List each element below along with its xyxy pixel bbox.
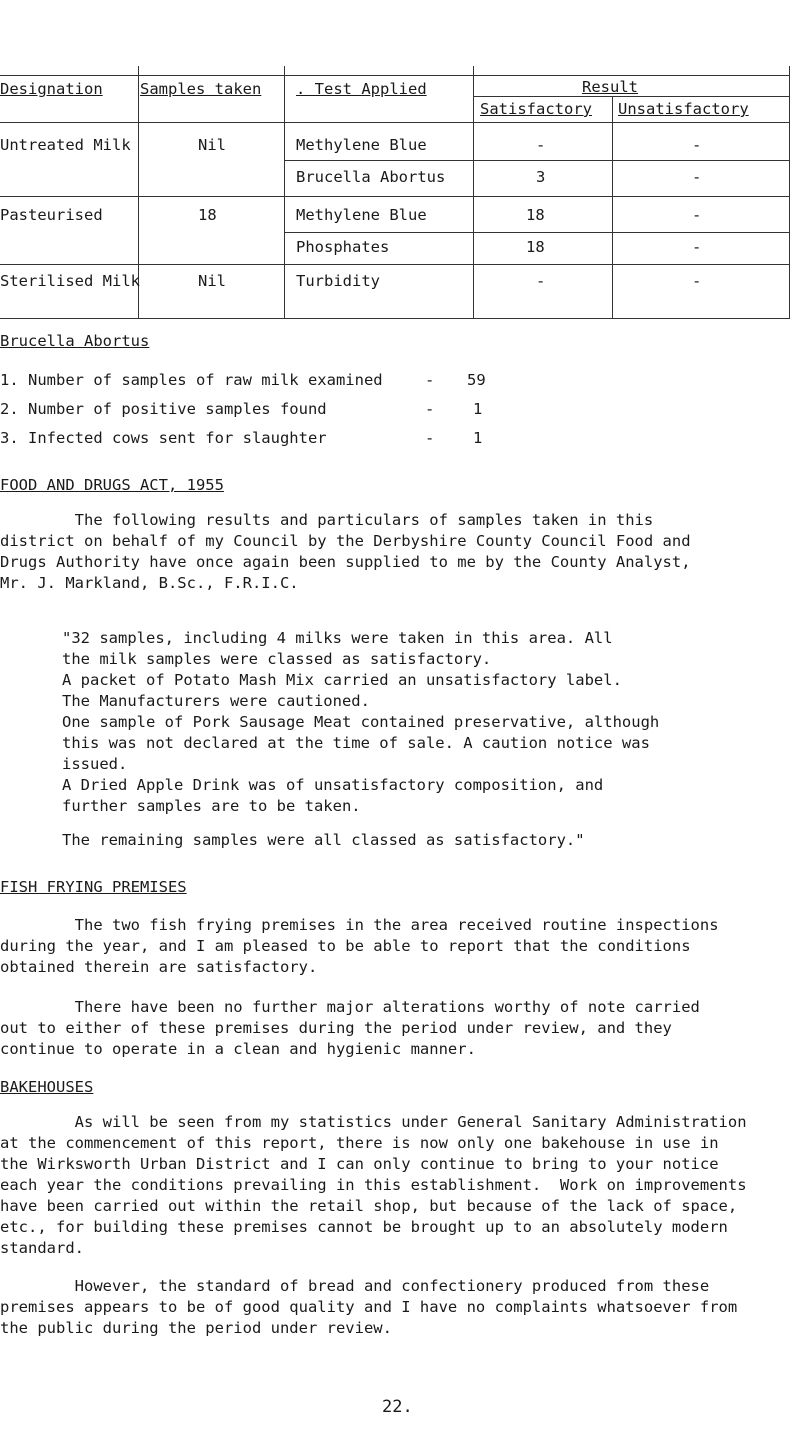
cell-samples: Nil <box>198 272 226 290</box>
table-header-bottom <box>0 122 790 123</box>
list-item <box>0 429 327 447</box>
header-result: Result <box>582 78 638 96</box>
list-item-label: 3. Infected cows sent for slaughter <box>0 429 327 447</box>
text-line: However, the standard of bread and confectionery produced from these <box>0 1277 710 1295</box>
cell-test: Methylene Blue <box>296 206 427 224</box>
table-rule <box>0 264 790 265</box>
list-item-label: 1. Number of samples of raw milk examined <box>0 371 383 389</box>
text-line: The following results and particulars of samples taken in this <box>0 511 654 529</box>
text-line: out to either of these premises during the period under review, and they <box>0 1019 672 1037</box>
text-line: at the commencement of this report, there is now only one bakehouse in use in <box>0 1134 719 1152</box>
table-top-border <box>0 75 790 76</box>
text-line: The Manufacturers were cautioned. <box>62 692 370 710</box>
cell-designation: Pasteurised <box>0 206 103 224</box>
list-item <box>0 400 327 418</box>
bakehouse-paragraph-2 <box>0 1276 790 1339</box>
header-unsatisfactory: Unsatisfactory <box>618 100 749 118</box>
cell-designation: Untreated Milk <box>0 136 131 154</box>
text-line: One sample of Pork Sausage Meat contained preservative, although <box>62 713 660 731</box>
cell-unsatisfactory: - <box>692 238 702 256</box>
text-line: There have been no further major alterations worthy of note carried <box>0 998 700 1016</box>
list-item-value: 1 <box>473 429 483 447</box>
table-bottom-border <box>0 318 790 319</box>
table-col-divider <box>284 66 285 318</box>
text-line: Drugs Authority have once again been supplied to me by the County Analyst, <box>0 553 691 571</box>
fish-paragraph-2 <box>0 997 790 1060</box>
section-heading-brucella: Brucella Abortus <box>0 332 150 350</box>
header-test-applied: . Test Applied <box>296 80 427 98</box>
text-line: have been carried out within the retail shop, but because of the lack of space, <box>0 1197 738 1215</box>
cell-satisfactory: 18 <box>526 206 545 224</box>
table-right-border <box>789 66 790 318</box>
cell-test: Phosphates <box>296 238 390 256</box>
section-heading-bakehouses: BAKEHOUSES <box>0 1078 94 1096</box>
list-item-dash: - <box>425 429 435 447</box>
section-heading-food-drugs: FOOD AND DRUGS ACT, 1955 <box>0 476 224 494</box>
text-line: As will be seen from my statistics under General Sanitary Administration <box>0 1113 747 1131</box>
text-line: "32 samples, including 4 milks were taken in this area. All <box>62 629 613 647</box>
cell-unsatisfactory: - <box>692 206 702 224</box>
cell-samples: 18 <box>198 206 217 224</box>
cell-satisfactory: 18 <box>526 238 545 256</box>
text-line: further samples are to be taken. <box>62 797 361 815</box>
cell-unsatisfactory: - <box>692 136 702 154</box>
list-item-dash: - <box>425 400 435 418</box>
header-satisfactory: Satisfactory <box>480 100 592 118</box>
cell-test: Turbidity <box>296 272 380 290</box>
result-subheader-rule <box>473 96 790 97</box>
cell-test: Methylene Blue <box>296 136 427 154</box>
text-line: each year the conditions prevailing in this establishment. Work on improvements <box>0 1176 747 1194</box>
table-rule <box>284 232 790 233</box>
list-item <box>0 371 383 389</box>
food-closing-line: The remaining samples were all classed as satisfactory." <box>62 831 585 849</box>
text-line: the public during the period under review. <box>0 1319 392 1337</box>
text-line: district on behalf of my Council by the Derbyshire County Council Food and <box>0 532 691 550</box>
text-line: A Dried Apple Drink was of unsatisfactory composition, and <box>62 776 604 794</box>
list-item-value: 59 <box>467 371 486 389</box>
text-line: premises appears to be of good quality and I have no complaints whatsoever from <box>0 1298 738 1316</box>
section-heading-fish-frying: FISH FRYING PREMISES <box>0 878 187 896</box>
table-rule <box>284 160 790 161</box>
text-line: this was not declared at the time of sale. A caution notice was <box>62 734 650 752</box>
cell-satisfactory: 3 <box>536 168 546 186</box>
fish-paragraph-1 <box>0 915 790 978</box>
text-line: etc., for building these premises cannot be brought up to an absolutely modern <box>0 1218 728 1236</box>
text-line: during the year, and I am pleased to be able to report that the conditions <box>0 937 691 955</box>
text-line: the Wirksworth Urban District and I can only continue to bring to your notice <box>0 1155 719 1173</box>
cell-designation: Sterilised Milk <box>0 272 140 290</box>
text-line: obtained therein are satisfactory. <box>0 958 318 976</box>
cell-satisfactory: - <box>536 136 546 154</box>
list-item-dash: - <box>425 371 435 389</box>
page-number: 22. <box>382 1397 413 1417</box>
text-line: continue to operate in a clean and hygienic manner. <box>0 1040 476 1058</box>
table-col-divider <box>612 96 613 318</box>
text-line: the milk samples were classed as satisfactory. <box>62 650 492 668</box>
text-line: issued. <box>62 755 128 773</box>
list-item-value: 1 <box>473 400 483 418</box>
cell-unsatisfactory: - <box>692 168 702 186</box>
cell-samples: Nil <box>198 136 226 154</box>
table-col-divider <box>473 66 474 318</box>
cell-satisfactory: - <box>536 272 546 290</box>
text-line: standard. <box>0 1239 84 1257</box>
food-intro-paragraph <box>0 510 790 594</box>
header-samples-taken: Samples taken <box>140 80 262 98</box>
text-line: The two fish frying premises in the area received routine inspections <box>0 916 719 934</box>
table-rule <box>0 196 790 197</box>
text-line: A packet of Potato Mash Mix carried an unsatisfactory label. <box>62 671 622 689</box>
header-designation: Designation <box>0 80 103 98</box>
bakehouse-paragraph-1 <box>0 1112 790 1259</box>
analyst-quote <box>62 628 762 817</box>
list-item-label: 2. Number of positive samples found <box>0 400 327 418</box>
text-line: Mr. J. Markland, B.Sc., F.R.I.C. <box>0 574 299 592</box>
cell-test: Brucella Abortus <box>296 168 446 186</box>
cell-unsatisfactory: - <box>692 272 702 290</box>
